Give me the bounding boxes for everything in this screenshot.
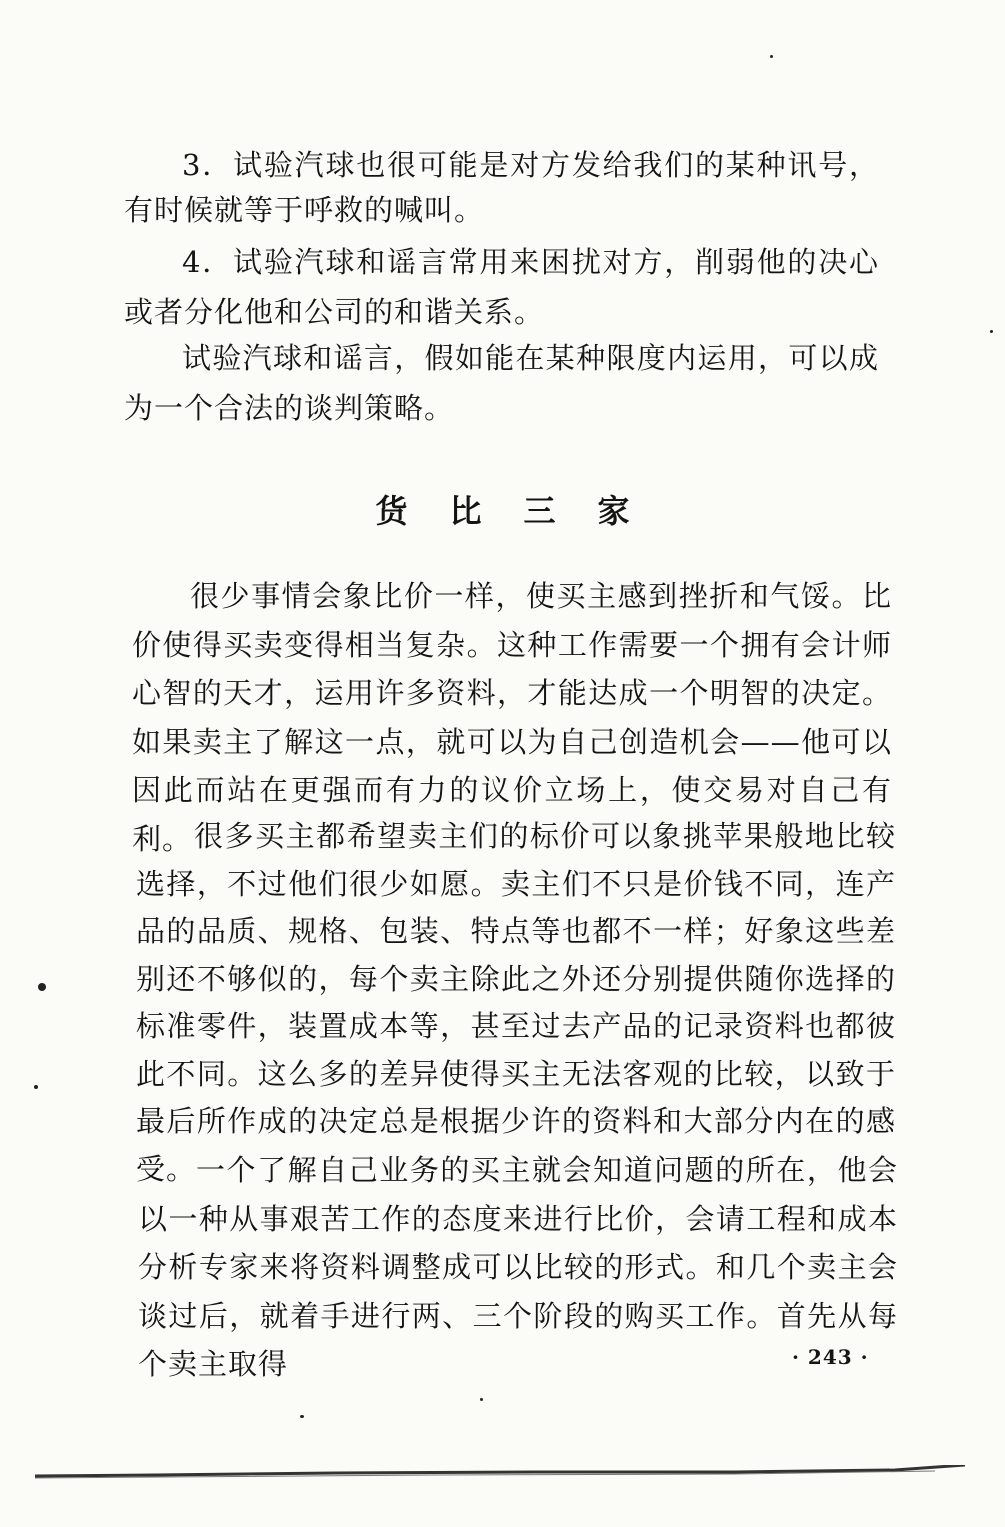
ink-speck bbox=[38, 983, 46, 991]
ink-speck bbox=[300, 1415, 304, 1418]
paragraph-item-3: 3．试验汽球也很可能是对方发给我们的某种讯号，有时候就等于呼救的喊叫。 bbox=[124, 148, 879, 227]
ink-speck bbox=[990, 330, 993, 333]
page-number: · 243 · bbox=[792, 1345, 869, 1369]
ink-speck bbox=[480, 1398, 483, 1401]
section-heading: 货比三家 bbox=[375, 492, 672, 530]
paragraph-buyers-wish: 很多买主都希望卖主们的标价可以象挑苹果般地比较选择，不过他们很少如愿。卖主们不只是价钱不同，连产品的品质、规格、包装、特点等也都不一样；好象这些差别还不够似的，每个卖主除此之外还分别提供随你选择的标准零件，装置成本等，甚至过去产品的记录资料也都彼此不同。这么多的差异使得买主无法客观的比较，以致于最后所作成的决定总是根据少许的资料和大部分内在的感受。 bbox=[136, 819, 896, 1186]
scan-edge-line bbox=[35, 1465, 1005, 1505]
ink-speck bbox=[770, 55, 773, 58]
paragraph-item-4: 4．试验汽球和谣言常用来困扰对方，削弱他的决心或者分化他和公司的和谐关系。 bbox=[124, 245, 879, 329]
ink-speck bbox=[34, 1085, 38, 1089]
paragraph-informed-buyer: 一个了解自己业务的买主就会知道问题的所在，他会以一种从事艰苦工作的态度来进行比价，会请工程和成本分析专家来将资料调整成可以比较的形式。和几个卖主会谈过后，就着手进行两、三个阶段的购买工作。首先从每个卖主取得 bbox=[138, 1153, 898, 1381]
paragraph-intro: 很少事情会象比价一样，使买主感到挫折和气馁。比价使得买卖变得相当复杂。这种工作需要一个拥有会计师心智的天才，运用许多资料，才能达成一个明智的决定。如果卖主了解这一点，就可以为自己创造机会——他可以因此而站在更强而有力的议价立场上，使交易对自己有利。 bbox=[132, 579, 892, 856]
paragraph-conclusion: 试验汽球和谣言，假如能在某种限度内运用，可以成为一个合法的谈判策略。 bbox=[124, 341, 879, 425]
